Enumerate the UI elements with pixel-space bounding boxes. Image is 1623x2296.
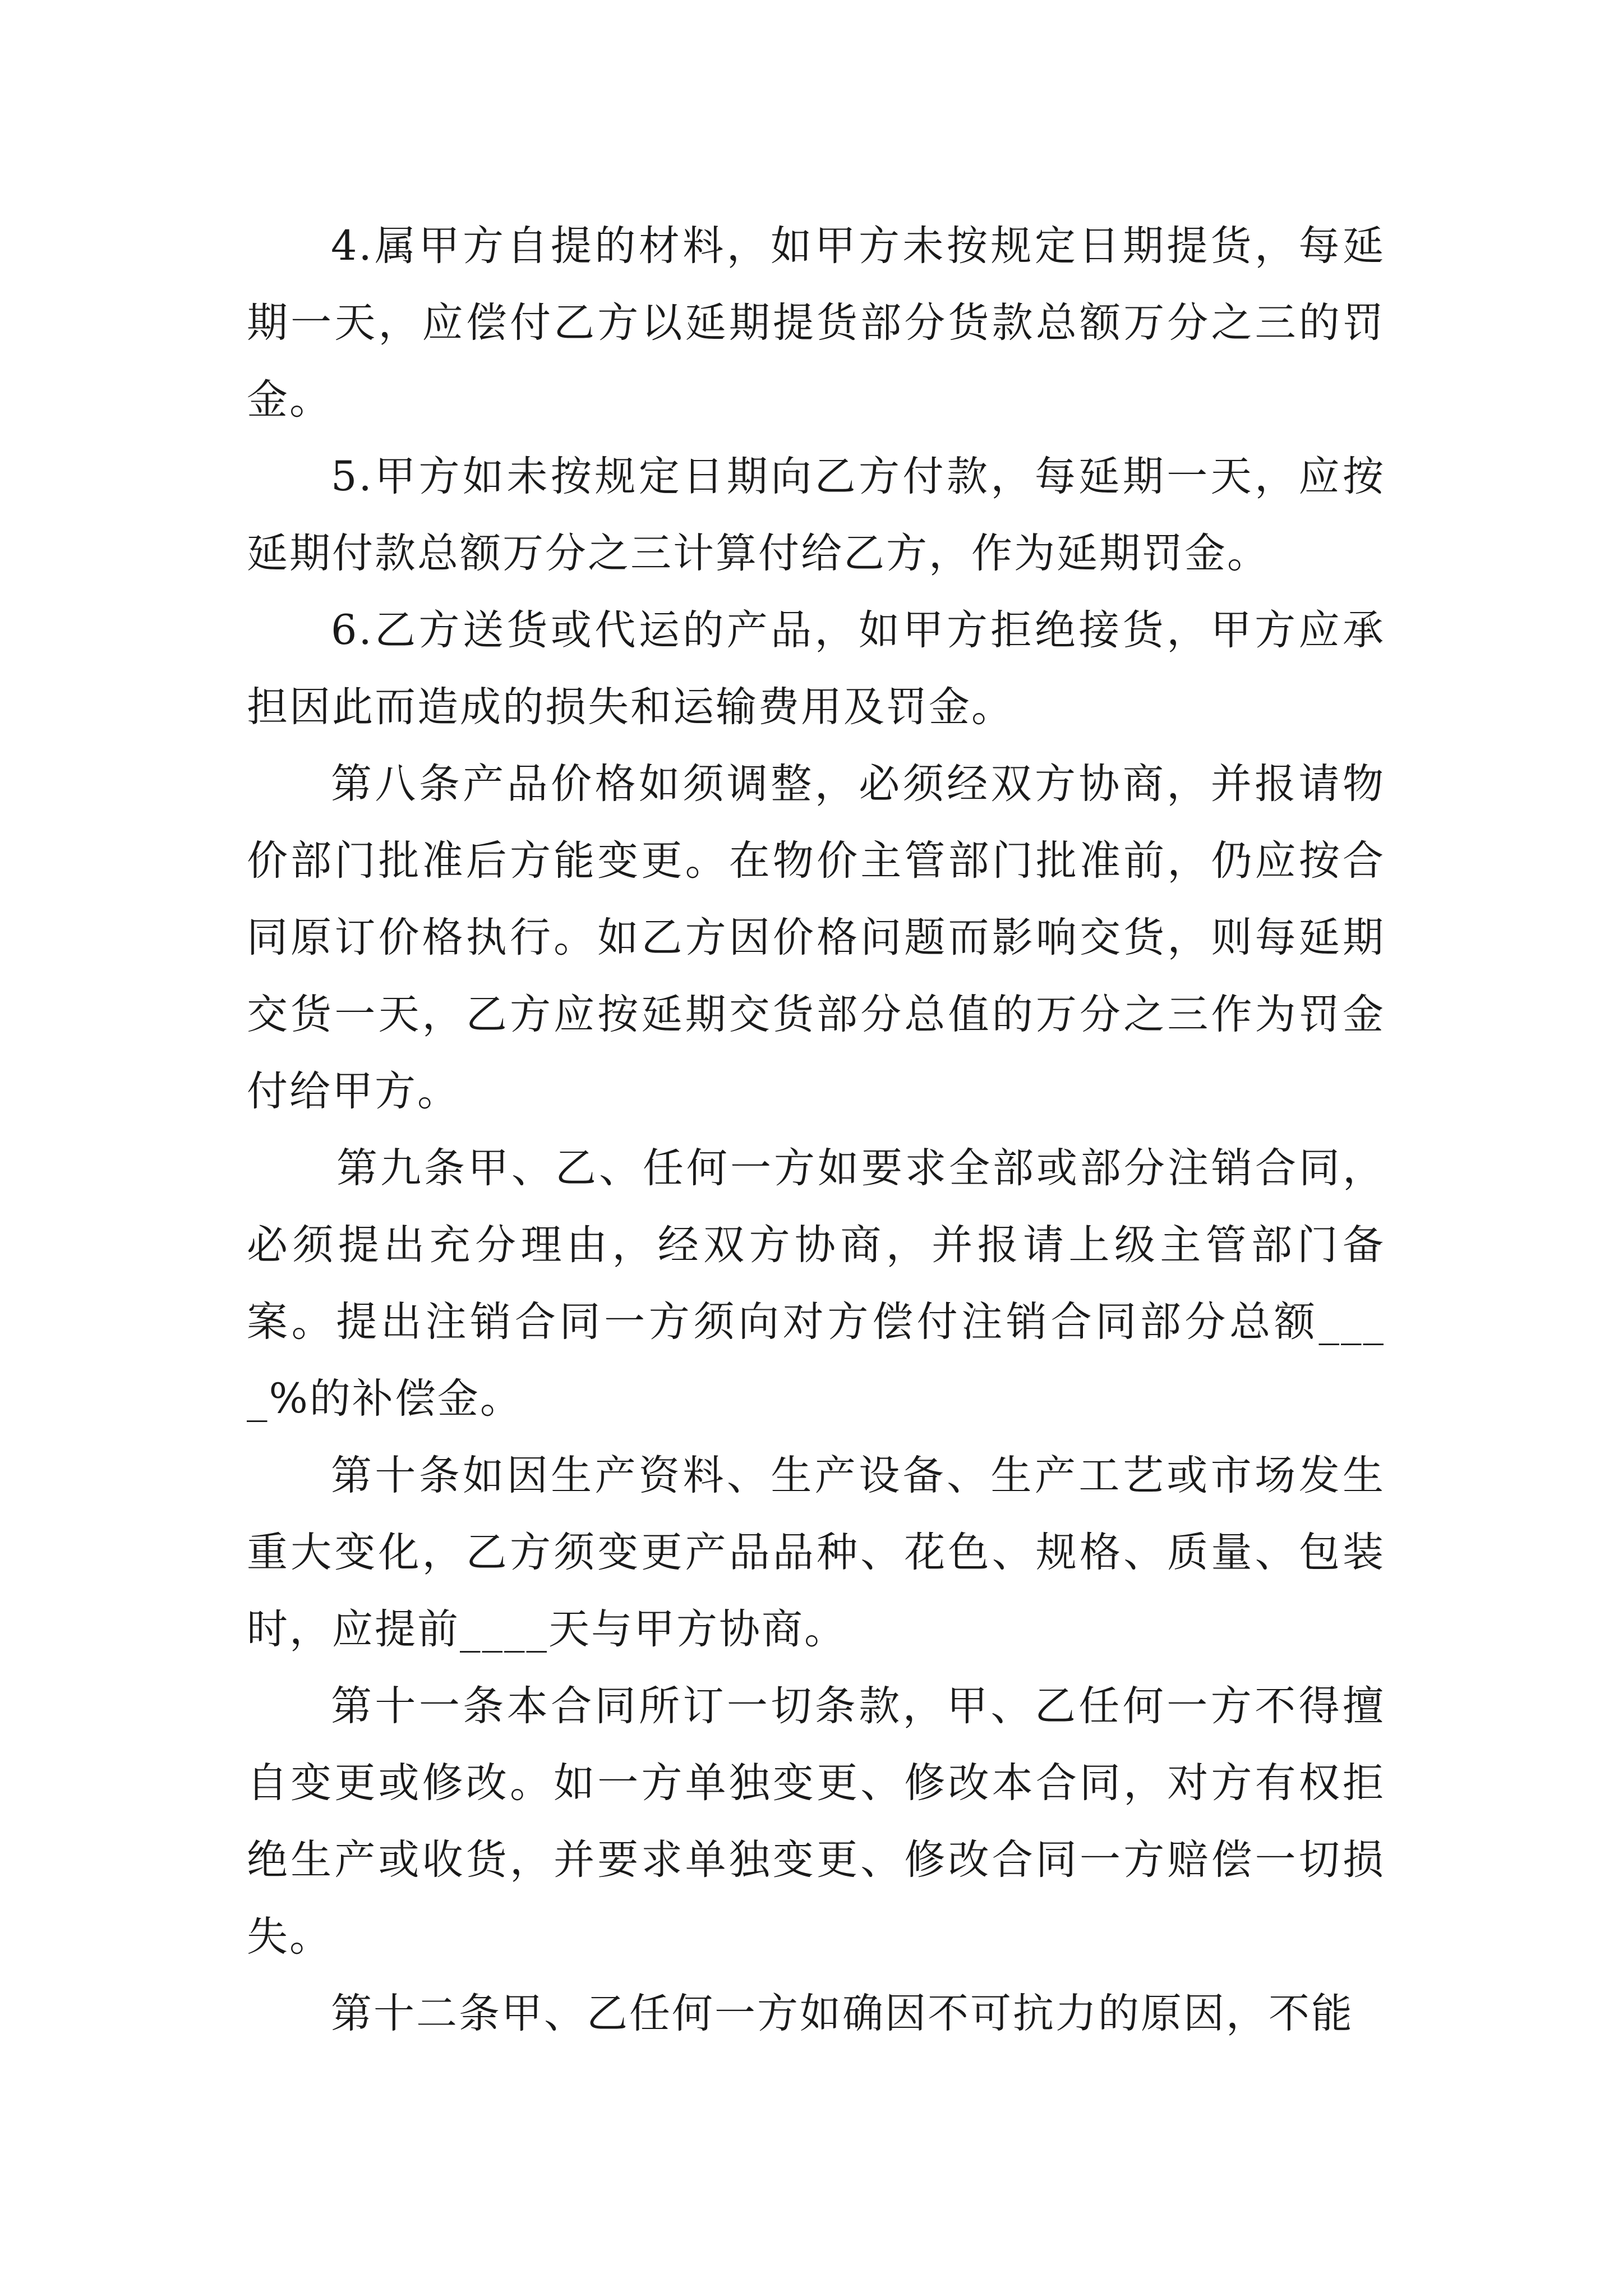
article-11-no-unilateral-change: 第十一条本合同所订一切条款，甲、乙任何一方不得擅自变更或修改。如一方单独变更、修改本合同，对方有权拒绝生产或收货，并要求单独变更、修改合同一方赔偿一切损失。 — [247, 1682, 1385, 1961]
article-12-force-majeure: 第十二条甲、乙任何一方如确因不可抗力的原因，不能 — [331, 1990, 1354, 2037]
article-8-price-adjustment: 第八条产品价格如须调整，必须经双方协商，并报请物价部门批准后方能变更。在物价主管部门批准前，仍应按合同原订价格执行。如乙方因价格问题而影响交货，则每延期交货一天，乙方应按延期交货部分总值的万分之三作为罚金付给甲方。 — [247, 760, 1385, 1115]
clause-6-refused-delivery: 6.乙方送货或代运的产品，如甲方拒绝接货，甲方应承担因此而造成的损失和运输费用及罚金。 — [247, 606, 1385, 731]
clause-5-late-payment-penalty: 5.甲方如未按规定日期向乙方付款，每延期一天，应按延期付款总额万分之三计算付给乙方，作为延期罚金。 — [247, 453, 1385, 577]
clause-4-self-pickup-penalty: 4.属甲方自提的材料，如甲方未按规定日期提货，每延期一天，应偿付乙方以延期提货部分货款总额万分之三的罚金。 — [247, 222, 1385, 424]
contract-body — [247, 208, 1385, 2052]
article-9-contract-cancellation: 第九条甲、乙、任何一方如要求全部或部分注销合同，必须提出充分理由，经双方协商，并报请上级主管部门备案。提出注销合同一方须向对方偿付注销合同部分总额____%的补偿金。 — [247, 1144, 1385, 1423]
article-10-product-change: 第十条如因生产资料、生产设备、生产工艺或市场发生重大变化，乙方须变更产品品种、花色、规格、质量、包装时，应提前____天与甲方协商。 — [247, 1452, 1385, 1653]
